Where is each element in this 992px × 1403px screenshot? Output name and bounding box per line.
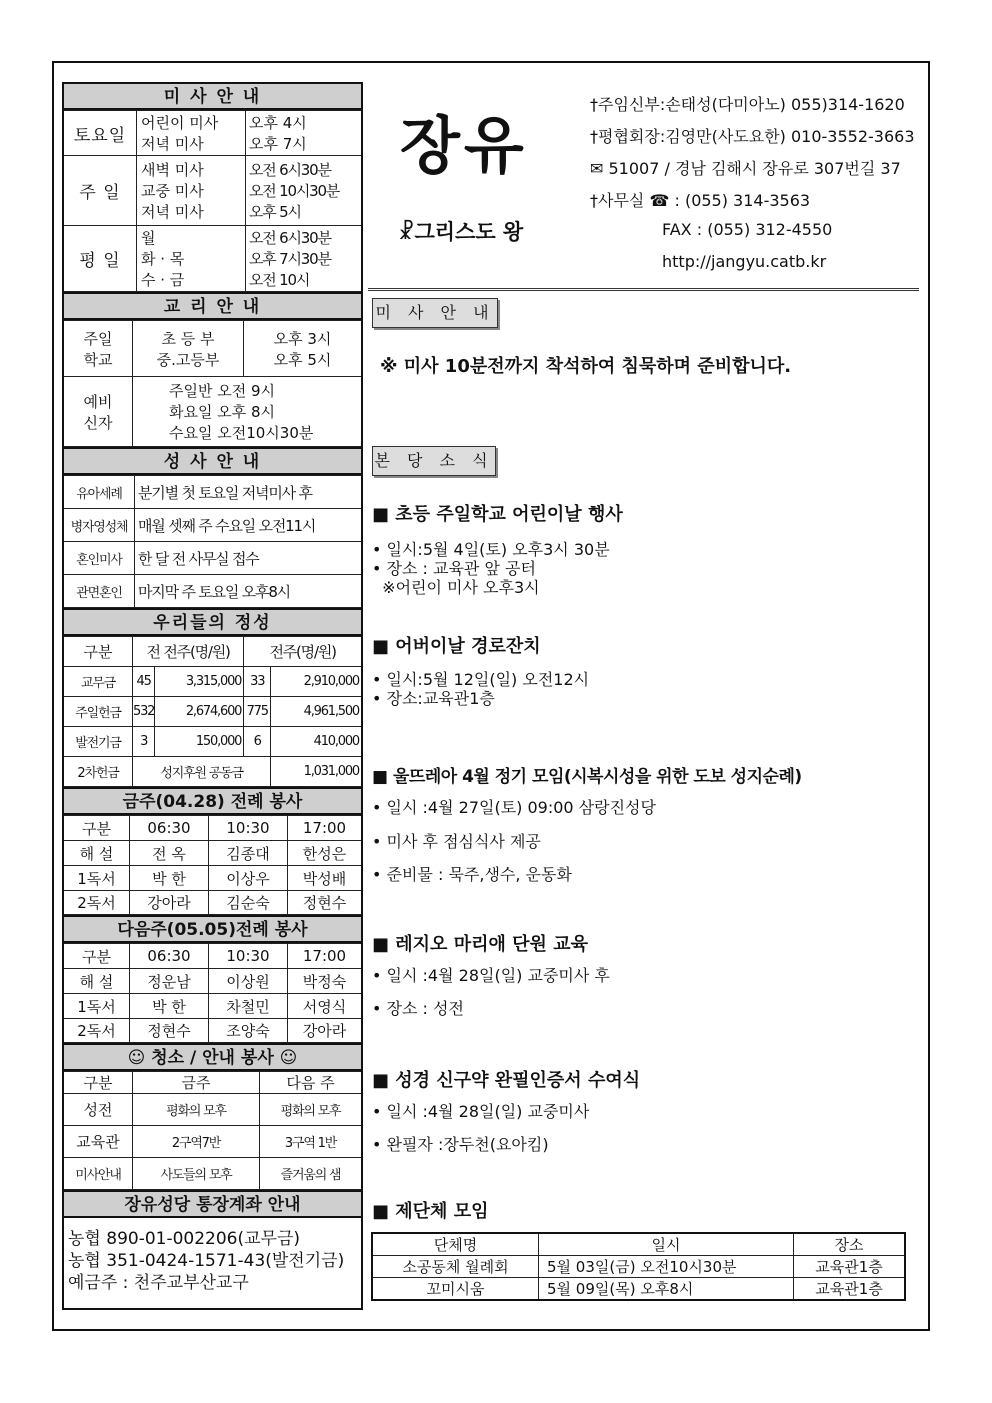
service-col: 10:30: [209, 816, 288, 841]
mass-name: 수 · 금: [141, 271, 185, 289]
contact-fax: FAX : (055) 312-4550: [662, 220, 833, 239]
offering-amount: 4,961,500: [271, 697, 362, 727]
service-role: 해 설: [63, 969, 130, 994]
group-time: 오후 5시: [273, 350, 332, 369]
offering-count: 775: [244, 697, 271, 727]
bank-line: 예금주 : 천주교부산교구: [68, 1273, 249, 1293]
news-line: • 일시 :4월 28일(일) 교중미사: [372, 1102, 590, 1121]
sacrament-desc: 마지막 주 토요일 오후8시: [135, 575, 363, 608]
service-person: 이상우: [209, 866, 288, 891]
sacrament-desc: 분기별 첫 토요일 저녁미사 후: [135, 476, 363, 509]
news-line: • 일시 :4월 28일(일) 교중미사 후: [372, 966, 610, 985]
mass-time: 오후 4시: [249, 114, 307, 132]
second-offering-desc: 성지후원 공동금: [133, 757, 271, 787]
cleaning-place: 성전: [63, 1094, 133, 1126]
left-column: [62, 82, 363, 1310]
meetings-col: 장소: [794, 1233, 906, 1256]
service-person: 강아라: [288, 1019, 363, 1043]
cleaning-group: 평화의 모후: [260, 1094, 363, 1126]
service-person: 정운남: [130, 969, 209, 994]
catechumen-line: 화요일 오후 8시: [169, 403, 276, 421]
service-person: 서영식: [288, 994, 363, 1019]
mass-time: 오전 6시30분: [249, 229, 331, 247]
mass-name: 화 · 목: [141, 250, 185, 268]
second-offering-label: 2차헌금: [63, 757, 133, 787]
sacrament-name: 유아세례: [63, 476, 135, 509]
offering-count: 6: [244, 727, 271, 757]
mass-notice-label: 미 사 안 내: [372, 298, 498, 328]
news-line: • 장소 : 성전: [372, 999, 464, 1018]
contact-office: †사무실 ☎ : (055) 314-3563: [590, 191, 811, 210]
mass-name: 월: [141, 229, 156, 247]
offering-col: 전주(명/원): [244, 637, 362, 667]
mass-time: 오후 5시: [249, 203, 301, 221]
news-line: • 일시:5월 12일(일) 오전12시: [372, 670, 590, 689]
service-role: 1독서: [63, 994, 130, 1019]
service-person: 전 옥: [130, 841, 209, 866]
news-title: ■ 제단체 모임: [372, 1201, 489, 1222]
service-person: 박 한: [130, 994, 209, 1019]
meeting-place: 교육관1층: [794, 1256, 906, 1278]
service-person: 강아라: [130, 891, 209, 915]
offering-amount: 3,315,000: [155, 667, 244, 697]
news-line: • 준비물 : 묵주,생수, 운동화: [372, 865, 572, 884]
service-person: 정현수: [130, 1019, 209, 1043]
mass-table: [62, 110, 363, 292]
bulletin-title: 장유: [400, 109, 528, 182]
catechumen-line: 수요일 오전10시30분: [169, 424, 314, 442]
contact-pastor: †주임신부:손태성(다미아노) 055)314-1620: [590, 95, 905, 114]
cleaning-table: [62, 1071, 363, 1190]
cleaning-place: 미사안내: [63, 1158, 133, 1190]
service-next-table: [62, 943, 363, 1043]
contact-website: http://jangyu.catb.kr: [662, 252, 827, 271]
meetings-col: 단체명: [372, 1233, 539, 1256]
parish-news-label: 본 당 소 식: [372, 446, 496, 476]
meetings-col: 일시: [539, 1233, 794, 1256]
news-title: ■ 초등 주일학교 어린이날 행사: [372, 504, 623, 525]
news-line: • 장소 : 교육관 앞 공터: [372, 559, 536, 578]
service-person: 이상원: [209, 969, 288, 994]
bank-heading: 장유성당 통장계좌 안내: [62, 1190, 363, 1218]
service-role: 2독서: [63, 1019, 130, 1043]
cleaning-heading: ☺ 청소 / 안내 봉사 ☺: [62, 1043, 363, 1071]
offering-amount: 2,674,600: [155, 697, 244, 727]
mass-name: 저녁 미사: [141, 135, 204, 153]
service-next-heading: 다음주(05.05)전례 봉사: [62, 915, 363, 943]
mass-day: 토요일: [63, 111, 137, 156]
mass-day: 주 일: [63, 156, 137, 226]
service-role: 해 설: [63, 841, 130, 866]
cleaning-col: 다음 주: [260, 1072, 363, 1094]
news-line: ※어린이 미사 오후3시: [372, 578, 540, 597]
contact-council: †평협회장:김영만(사도요한) 010-3552-3663: [590, 127, 915, 146]
bulletin-subtitle: ☧그리스도 왕: [398, 220, 524, 244]
sacrament-name: 병자영성체: [63, 509, 135, 542]
offering-amount: 2,910,000: [271, 667, 362, 697]
offering-amount: 150,000: [155, 727, 244, 757]
news-line: • 일시 :4월 27일(토) 09:00 삼랑진성당: [372, 798, 656, 817]
header-divider: [368, 288, 919, 291]
mass-time: 오후 7시30분: [249, 250, 331, 268]
news-title: ■ 레지오 마리애 단원 교육: [372, 934, 588, 955]
service-col: 구분: [63, 816, 130, 841]
mass-name: 저녁 미사: [141, 203, 204, 221]
offering-count: 45: [133, 667, 155, 697]
catechism-table: [62, 320, 363, 447]
group: 중.고등부: [156, 350, 220, 369]
sunday-school-label: 학교: [83, 350, 113, 369]
service-person: 박정숙: [288, 969, 363, 994]
contact-address: ✉ 51007 / 경남 김해시 장유로 307번길 37: [590, 159, 901, 178]
sacrament-desc: 매월 셋째 주 수요일 오전11시: [135, 509, 363, 542]
service-person: 조양숙: [209, 1019, 288, 1043]
bank-line: 농협 351-0424-1571-43(발전기금): [68, 1251, 345, 1271]
offering-label: 발전기금: [63, 727, 133, 757]
mass-time: 오전 6시30분: [249, 161, 331, 179]
catechumen-label: 신자: [83, 413, 113, 432]
service-person: 김종대: [209, 841, 288, 866]
sacraments-heading: 성 사 안 내: [62, 447, 363, 475]
service-col: 구분: [63, 944, 130, 969]
service-person: 김순숙: [209, 891, 288, 915]
cleaning-group: 사도들의 모후: [133, 1158, 260, 1190]
group: 초 등 부: [161, 329, 215, 348]
service-this-table: [62, 815, 363, 915]
sacrament-name: 혼인미사: [63, 542, 135, 575]
mass-name: 새벽 미사: [141, 161, 204, 179]
service-col: 06:30: [130, 944, 209, 969]
sacrament-desc: 한 달 전 사무실 접수: [135, 542, 363, 575]
service-this-heading: 금주(04.28) 전례 봉사: [62, 787, 363, 815]
offering-table: [62, 636, 363, 787]
offering-label: 주일헌금: [63, 697, 133, 727]
bank-box: [62, 1218, 363, 1310]
group-time: 오후 3시: [273, 329, 332, 348]
sunday-school-label: 주일: [83, 329, 113, 348]
offering-heading: 우리들의 정성: [62, 608, 363, 636]
mass-day: 평 일: [63, 226, 137, 292]
catechumen-line: 주일반 오전 9시: [169, 382, 276, 400]
offering-count: 3: [133, 727, 155, 757]
news-line: • 완필자 :장두천(요아킴): [372, 1135, 549, 1154]
meeting-place: 교육관1층: [794, 1278, 906, 1301]
cleaning-col: 금주: [133, 1072, 260, 1094]
cleaning-place: 교육관: [63, 1126, 133, 1158]
cleaning-group: 3구역 1반: [260, 1126, 363, 1158]
meeting-group: 꼬미시움: [372, 1278, 539, 1301]
news-line: • 미사 후 점심식사 제공: [372, 832, 541, 851]
cleaning-group: 평화의 모후: [133, 1094, 260, 1126]
mass-name: 교중 미사: [141, 182, 204, 200]
offering-col: 구분: [63, 637, 133, 667]
mass-time: 오전 10시: [249, 271, 310, 289]
service-role: 2독서: [63, 891, 130, 915]
service-person: 정현수: [288, 891, 363, 915]
mass-time: 오전 10시30분: [249, 182, 340, 200]
service-role: 1독서: [63, 866, 130, 891]
service-col: 10:30: [209, 944, 288, 969]
cleaning-group: 2구역7반: [133, 1126, 260, 1158]
mass-name: 어린이 미사: [141, 114, 219, 132]
catechumen-label: 예비: [83, 392, 113, 411]
offering-count: 532: [133, 697, 155, 727]
news-title: ■ 성경 신구약 완필인증서 수여식: [372, 1070, 641, 1091]
meeting-group: 소공동체 월례회: [372, 1256, 539, 1278]
service-person: 박 한: [130, 866, 209, 891]
service-col: 17:00: [288, 816, 363, 841]
mass-notice-text: ※ 미사 10분전까지 착석하여 침묵하며 준비합니다.: [380, 356, 792, 377]
bank-line: 농협 890-01-002206(교무금): [68, 1229, 301, 1249]
cleaning-group: 즐거움의 샘: [260, 1158, 363, 1190]
mass-heading: 미 사 안 내: [62, 82, 363, 110]
service-person: 박성배: [288, 866, 363, 891]
offering-count: 33: [244, 667, 271, 697]
sacraments-table: [62, 475, 363, 608]
mass-time: 오후 7시: [249, 135, 307, 153]
news-line: • 장소:교육관1층: [372, 689, 495, 708]
service-col: 17:00: [288, 944, 363, 969]
offering-amount: 410,000: [271, 727, 362, 757]
meetings-table: [371, 1232, 906, 1301]
news-title: ■ 울뜨레아 4월 정기 모임(시복시성을 위한 도보 성지순례): [372, 767, 802, 787]
meeting-time: 5월 09일(목) 오후8시: [539, 1278, 794, 1301]
offering-col: 전 전주(명/원): [133, 637, 244, 667]
news-title: ■ 어버이날 경로잔치: [372, 636, 541, 657]
meeting-time: 5월 03일(금) 오전10시30분: [539, 1256, 794, 1278]
service-col: 06:30: [130, 816, 209, 841]
news-line: • 일시:5월 4일(토) 오후3시 30분: [372, 540, 610, 559]
second-offering-amount: 1,031,000: [271, 757, 362, 787]
offering-label: 교무금: [63, 667, 133, 697]
sacrament-name: 관면혼인: [63, 575, 135, 608]
service-person: 한성은: [288, 841, 363, 866]
service-person: 차철민: [209, 994, 288, 1019]
catechism-heading: 교 리 안 내: [62, 292, 363, 320]
cleaning-col: 구분: [63, 1072, 133, 1094]
